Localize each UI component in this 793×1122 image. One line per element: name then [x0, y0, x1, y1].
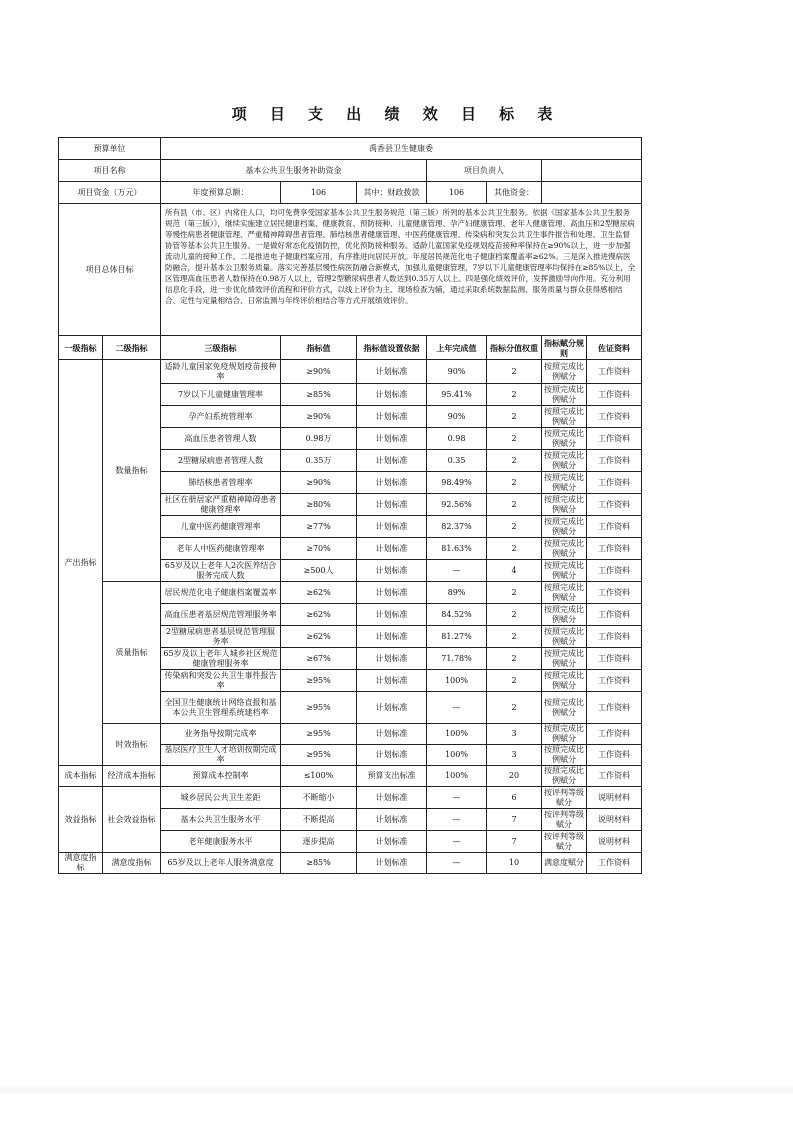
page-title: 项 目 支 出 绩 效 目 标 表 [231, 105, 562, 123]
cell-name: 2型糖尿病患者基层规范管理服务率 [161, 626, 281, 648]
cell-rule: 按照完成比例赋分 [542, 766, 587, 787]
cell-rule: 满意度赋分 [542, 853, 587, 874]
cell-value: ≥62% [281, 626, 357, 648]
cell-rule: 按评判等级赋分 [542, 831, 587, 853]
cell-weight: 2 [487, 472, 542, 494]
cell-value: ≥85% [281, 853, 357, 874]
cell-rule: 按照完成比例赋分 [542, 670, 587, 692]
table-row [59, 853, 642, 874]
cell-proof: 工作资料 [587, 766, 642, 787]
cell-last: 81.27% [427, 626, 487, 648]
cell-basis: 计划标准 [357, 853, 427, 874]
cell-proof: 工作资料 [587, 604, 642, 626]
cell-basis: 计划标准 [357, 494, 427, 516]
cell-proof: 说明材料 [587, 787, 642, 809]
cell-proof: 工作资料 [587, 494, 642, 516]
cell-proof: 工作资料 [587, 582, 642, 604]
cell-rule: 按照完成比例赋分 [542, 626, 587, 648]
cell-rule: 按照完成比例赋分 [542, 384, 587, 406]
level2-indicator: 质量指标 [103, 582, 161, 724]
cell-proof: 说明材料 [587, 809, 642, 831]
cell-basis: 计划标准 [357, 831, 427, 853]
cell-value: 不断缩小 [281, 787, 357, 809]
cell-last: 100% [427, 745, 487, 766]
cell-last: 71.78% [427, 648, 487, 670]
annual-budget-value: 106 [281, 182, 357, 204]
cell-value: ≥70% [281, 538, 357, 560]
cell-rule: 按照完成比例赋分 [542, 450, 587, 472]
level1-indicator: 产出指标 [59, 360, 103, 766]
cell-rule: 按照完成比例赋分 [542, 692, 587, 724]
cell-proof: 工作资料 [587, 745, 642, 766]
cell-proof: 工作资料 [587, 560, 642, 582]
cell-name: 高血压患者基层规范管理服务率 [161, 604, 281, 626]
funds-label: 项目资金（万元） [59, 182, 161, 204]
budget-unit-label: 预算单位 [59, 138, 161, 160]
cell-weight: 2 [487, 582, 542, 604]
cell-weight: 7 [487, 831, 542, 853]
cell-value: ≥77% [281, 516, 357, 538]
cell-last: 81.63% [427, 538, 487, 560]
cell-value: ≥85% [281, 384, 357, 406]
cell-value: ≥62% [281, 582, 357, 604]
cell-proof: 工作资料 [587, 648, 642, 670]
col-header: 指标赋分规则 [542, 336, 587, 360]
level1-indicator: 满意度指标 [59, 853, 103, 874]
cell-basis: 计划标准 [357, 626, 427, 648]
other-value [542, 182, 642, 204]
cell-basis: 计划标准 [357, 582, 427, 604]
cell-basis: 计划标准 [357, 384, 427, 406]
table-row [59, 787, 642, 809]
cell-weight: 20 [487, 766, 542, 787]
cell-name: 居民规范化电子健康档案覆盖率 [161, 582, 281, 604]
col-header: 一级指标 [59, 336, 103, 360]
level2-indicator: 满意度指标 [103, 853, 161, 874]
project-name-label: 项目名称 [59, 160, 161, 182]
cell-weight: 2 [487, 494, 542, 516]
project-name-value: 基本公共卫生服务补助资金 [161, 160, 427, 182]
cell-proof: 工作资料 [587, 724, 642, 745]
overall-goal-label: 项目总体目标 [59, 204, 161, 336]
cell-basis: 计划标准 [357, 472, 427, 494]
cell-last: 100% [427, 766, 487, 787]
cell-value: ≥62% [281, 604, 357, 626]
cell-name: 65岁及以上老年人2次医养结合服务完成人数 [161, 560, 281, 582]
col-header: 佐证资料 [587, 336, 642, 360]
cell-name: 全国卫生健康统计网络直报和基本公共卫生管理系统建档率 [161, 692, 281, 724]
cell-name: 基本公共卫生服务水平 [161, 809, 281, 831]
cell-basis: 计划标准 [357, 560, 427, 582]
cell-value: ≥90% [281, 360, 357, 384]
cell-weight: 3 [487, 745, 542, 766]
cell-value: ≥95% [281, 745, 357, 766]
cell-weight: 4 [487, 560, 542, 582]
level1-indicator: 效益指标 [59, 787, 103, 853]
cell-last: 0.35 [427, 450, 487, 472]
table-row [59, 582, 642, 604]
cell-weight: 2 [487, 384, 542, 406]
cell-value: ≥90% [281, 472, 357, 494]
cell-last: — [427, 560, 487, 582]
cell-weight: 2 [487, 670, 542, 692]
cell-value: 0.35万 [281, 450, 357, 472]
table-row [59, 724, 642, 745]
cell-last: — [427, 692, 487, 724]
cell-proof: 工作资料 [587, 853, 642, 874]
cell-rule: 按照完成比例赋分 [542, 745, 587, 766]
cell-basis: 计划标准 [357, 648, 427, 670]
cell-basis: 计划标准 [357, 538, 427, 560]
cell-basis: 计划标准 [357, 787, 427, 809]
cell-last: 100% [427, 724, 487, 745]
cell-basis: 计划标准 [357, 428, 427, 450]
cell-last: 95.41% [427, 384, 487, 406]
cell-proof: 工作资料 [587, 384, 642, 406]
cell-proof: 工作资料 [587, 450, 642, 472]
level2-indicator: 时效指标 [103, 724, 161, 766]
cell-basis: 计划标准 [357, 450, 427, 472]
cell-rule: 按评判等级赋分 [542, 787, 587, 809]
cell-name: 2型糖尿病患者管理人数 [161, 450, 281, 472]
cell-proof: 工作资料 [587, 692, 642, 724]
table-row [59, 360, 642, 384]
annual-budget-label: 年度预算总额： [161, 182, 281, 204]
col-header: 上年完成值 [427, 336, 487, 360]
cell-value: ≥95% [281, 670, 357, 692]
cell-rule: 按照完成比例赋分 [542, 428, 587, 450]
cell-name: 高血压患者管理人数 [161, 428, 281, 450]
cell-weight: 2 [487, 648, 542, 670]
cell-proof: 工作资料 [587, 406, 642, 428]
cell-proof: 工作资料 [587, 516, 642, 538]
cell-value: ≥80% [281, 494, 357, 516]
cell-name: 65岁及以上老年人城乡社区规范健康管理服务率 [161, 648, 281, 670]
col-header: 指标值 [281, 336, 357, 360]
cell-weight: 2 [487, 406, 542, 428]
cell-weight: 6 [487, 787, 542, 809]
other-label: 其他资金： [487, 182, 542, 204]
cell-basis: 计划标准 [357, 406, 427, 428]
cell-basis: 计划标准 [357, 809, 427, 831]
cell-last: 90% [427, 406, 487, 428]
cell-proof: 说明材料 [587, 831, 642, 853]
cell-rule: 按评判等级赋分 [542, 809, 587, 831]
cell-rule: 按照完成比例赋分 [542, 472, 587, 494]
project-leader-label: 项目负责人 [427, 160, 542, 182]
cell-basis: 计划标准 [357, 724, 427, 745]
cell-value: ≥500人 [281, 560, 357, 582]
cell-weight: 7 [487, 809, 542, 831]
cell-proof: 工作资料 [587, 428, 642, 450]
cell-last: 92.56% [427, 494, 487, 516]
cell-value: ≥90% [281, 406, 357, 428]
cell-rule: 按照完成比例赋分 [542, 516, 587, 538]
cell-weight: 2 [487, 516, 542, 538]
cell-name: 预算成本控制率 [161, 766, 281, 787]
cell-proof: 工作资料 [587, 670, 642, 692]
cell-last: — [427, 853, 487, 874]
cell-rule: 按照完成比例赋分 [542, 406, 587, 428]
cell-value: ≤100% [281, 766, 357, 787]
cell-last: — [427, 787, 487, 809]
level2-indicator: 经济成本指标 [103, 766, 161, 787]
cell-name: 业务指导按期完成率 [161, 724, 281, 745]
cell-value: ≥95% [281, 692, 357, 724]
cell-proof: 工作资料 [587, 538, 642, 560]
cell-basis: 计划标准 [357, 604, 427, 626]
cell-basis: 计划标准 [357, 692, 427, 724]
cell-value: 不断提高 [281, 809, 357, 831]
cell-name: 适龄儿童国家免疫规划疫苗接种率 [161, 360, 281, 384]
cell-last: 82.37% [427, 516, 487, 538]
level1-indicator: 成本指标 [59, 766, 103, 787]
cell-weight: 10 [487, 853, 542, 874]
cell-rule: 按照完成比例赋分 [542, 538, 587, 560]
cell-rule: 按照完成比例赋分 [542, 604, 587, 626]
cell-value: 0.98万 [281, 428, 357, 450]
cell-basis: 计划标准 [357, 670, 427, 692]
cell-weight: 2 [487, 692, 542, 724]
fiscal-value: 106 [427, 182, 487, 204]
cell-weight: 3 [487, 724, 542, 745]
col-header: 三级指标 [161, 336, 281, 360]
col-header: 二级指标 [103, 336, 161, 360]
cell-name: 儿童中医药健康管理率 [161, 516, 281, 538]
cell-rule: 按照完成比例赋分 [542, 560, 587, 582]
cell-rule: 按照完成比例赋分 [542, 360, 587, 384]
scan-edge [0, 1085, 793, 1095]
cell-value: 逐步提高 [281, 831, 357, 853]
cell-rule: 按照完成比例赋分 [542, 648, 587, 670]
cell-name: 社区在册居家严重精神障碍患者健康管理率 [161, 494, 281, 516]
cell-proof: 工作资料 [587, 360, 642, 384]
cell-basis: 预算支出标准 [357, 766, 427, 787]
fiscal-label: 其中：财政拨款 [357, 182, 427, 204]
cell-last: — [427, 809, 487, 831]
project-leader-value [542, 160, 642, 182]
cell-basis: 计划标准 [357, 745, 427, 766]
cell-weight: 2 [487, 360, 542, 384]
column-header-row [59, 336, 642, 360]
cell-last: 100% [427, 670, 487, 692]
cell-last: 98.49% [427, 472, 487, 494]
cell-weight: 2 [487, 626, 542, 648]
cell-proof: 工作资料 [587, 626, 642, 648]
cell-name: 7岁以下儿童健康管理率 [161, 384, 281, 406]
cell-rule: 按照完成比例赋分 [542, 494, 587, 516]
cell-name: 基层医疗卫生人才培训按期完成率 [161, 745, 281, 766]
cell-weight: 2 [487, 538, 542, 560]
cell-weight: 2 [487, 450, 542, 472]
cell-weight: 2 [487, 604, 542, 626]
cell-name: 城乡居民公共卫生差距 [161, 787, 281, 809]
cell-last: 90% [427, 360, 487, 384]
cell-last: 0.98 [427, 428, 487, 450]
col-header: 指标值设置依据 [357, 336, 427, 360]
level2-indicator: 社会效益指标 [103, 787, 161, 853]
cell-weight: 2 [487, 428, 542, 450]
col-header: 指标分值权重 [487, 336, 542, 360]
cell-name: 孕产妇系统管理率 [161, 406, 281, 428]
cell-proof: 工作资料 [587, 472, 642, 494]
cell-basis: 计划标准 [357, 360, 427, 384]
level2-indicator: 数量指标 [103, 360, 161, 582]
cell-rule: 按照完成比例赋分 [542, 582, 587, 604]
cell-name: 肺结核患者管理率 [161, 472, 281, 494]
cell-name: 老年人中医药健康管理率 [161, 538, 281, 560]
performance-table [58, 137, 642, 874]
cell-last: 84.52% [427, 604, 487, 626]
table-row [59, 766, 642, 787]
overall-goal-text: 所有县（市、区）内常住人口，均可免费享受国家基本公共卫生服务规范（第三版）所列的基本公共卫生服务。依据《国家基本公共卫生服务规范（第三版）》，继续实施建立居民健康档案、健康教育、预防接种、儿童健康管理、孕产妇健康管理、老年人健康管理、高血压和2型糖尿病等慢性病患者健康管理、严重精神障碍患者管理、肺结核患者健康管理、中医药健康管理、传染病和突发公共卫生事件报告和处理、卫生监督协管等基本公共卫生服务。一是做好常态化疫情防控，优化预防接种服务。适龄儿童国家免疫规划疫苗接种率保持在≥90%以上，进一步加强流动儿童的接种工作。二是推进电子健康档案应用，有序推进向居民开放。年度居民规范化电子健康档案覆盖率≥62%。三是深入推进慢病医防融合，提升基本公卫服务质量。落实完善基层慢性病医防融合新模式，加强儿童健康管理，7岁以下儿童健康管理率均保持在≥85%以上，全区管理高血压患者人数保持在0.98万人以上，管理2型糖尿病患者人数达到0.35万人以上。四是强化绩效评价，发挥激励导向作用。充分利用信息化手段，进一步优化绩效评价流程和评价方式，以线上评价为主、现场检查为辅，通过采取系统数据监测、服务质量与群众获得感相结合、定性与定量相结合、日常监测与年终评价相结合等方式开展绩效评价。 [161, 204, 642, 336]
cell-name: 老年健康服务水平 [161, 831, 281, 853]
cell-rule: 按照完成比例赋分 [542, 724, 587, 745]
cell-value: ≥67% [281, 648, 357, 670]
cell-value: ≥95% [281, 724, 357, 745]
cell-last: — [427, 831, 487, 853]
cell-name: 65岁及以上老年人服务满意度 [161, 853, 281, 874]
cell-basis: 计划标准 [357, 516, 427, 538]
budget-unit-value: 禹香县卫生健康委 [161, 138, 642, 160]
cell-name: 传染病和突发公共卫生事件报告率 [161, 670, 281, 692]
cell-last: 89% [427, 582, 487, 604]
